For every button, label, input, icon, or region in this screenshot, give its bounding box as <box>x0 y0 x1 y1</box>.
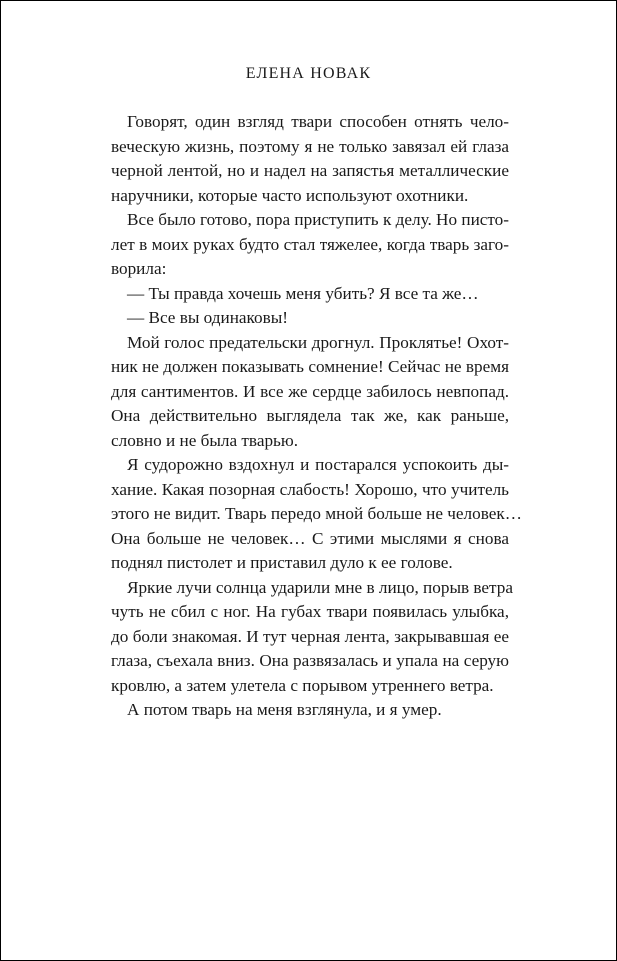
text-line: лет в моих руках будто стал тяжелее, когда тварь заго- <box>111 234 509 254</box>
text-line: этого не видит. Тварь передо мной больше не человек… <box>111 504 522 523</box>
text-line: Я судорожно вздохнул и постарался успокоить ды- <box>127 455 509 474</box>
paragraph <box>111 331 509 454</box>
text-line: Она больше не человек… С этими мыслями я снова <box>111 528 509 548</box>
paragraph <box>111 282 509 307</box>
text-line: А потом тварь на меня взглянула, и я умер. <box>127 700 442 719</box>
paragraph <box>111 453 522 576</box>
text-line: ворила: <box>111 259 167 278</box>
text-line: до боли знакомая. И тут черная лента, закрывавшая ее <box>111 626 509 646</box>
text-line: черной лентой, но и надел на запястья металлические <box>111 161 509 180</box>
text-line: кровлю, а затем улетела с порывом утреннего ветра. <box>111 675 494 695</box>
text-line: ник не должен показывать сомнение! Сейчас не время <box>111 357 509 376</box>
text-line: — Ты правда хочешь меня убить? Я все та же… <box>127 283 479 303</box>
paragraph <box>111 576 513 699</box>
text-line: Яркие лучи солнца ударили мне в лицо, порыв ветра <box>127 577 513 597</box>
text-line: Все было готово, пора приступить к делу. Но писто- <box>127 210 509 229</box>
text-line: чуть не сбил с ног. На губах твари появилась улыбка, <box>111 602 509 621</box>
running-head-author: ЕЛЕНА НОВАК <box>245 65 372 82</box>
text-line: Она действительно выглядела так же, как раньше, <box>111 406 509 425</box>
text-line: глаза, съехала вниз. Она развязалась и упала на серую <box>111 651 509 670</box>
text-line: наручники, которые часто используют охотники. <box>111 185 469 205</box>
text-line: хание. Какая позорная слабость! Хорошо, что учитель <box>111 479 509 499</box>
text-line: поднял пистолет и приставил дуло к ее голове. <box>111 553 453 572</box>
paragraph <box>111 306 509 331</box>
text-line: для сантиментов. И все же сердце забилось невпопад. <box>111 381 509 401</box>
text-line: Мой голос предательски дрогнул. Проклятье! Охот- <box>127 332 509 352</box>
text-line: — Все вы одинаковы! <box>127 308 288 327</box>
text-line: Говорят, один взгляд твари способен отнять чело- <box>127 112 509 131</box>
paragraph <box>111 698 509 723</box>
paragraph <box>111 110 509 208</box>
paragraph <box>111 208 509 282</box>
body-text <box>111 110 522 723</box>
text-line: веческую жизнь, поэтому я не только завязал ей глаза <box>111 136 509 156</box>
text-line: словно и не была тварью. <box>111 430 299 450</box>
